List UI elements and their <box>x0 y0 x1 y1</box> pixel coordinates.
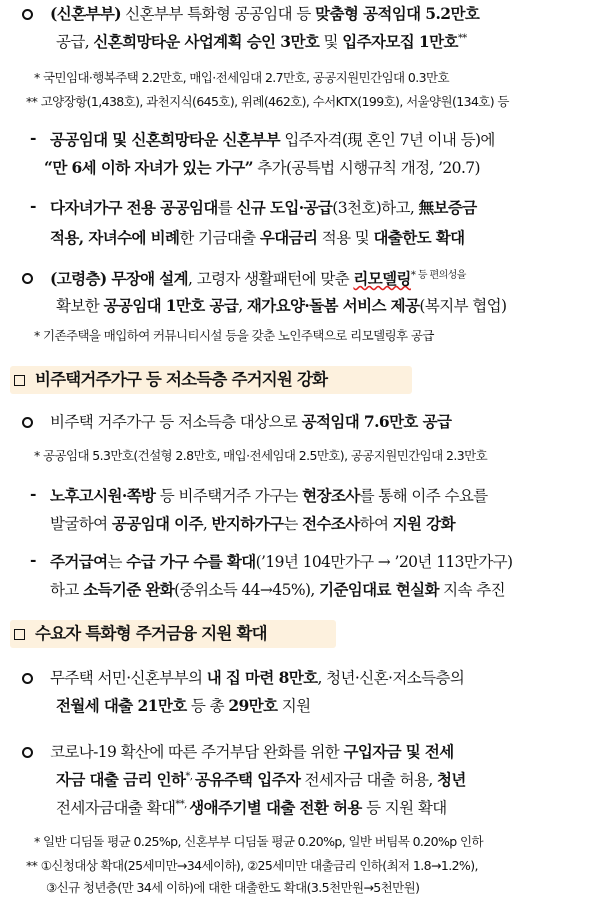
text-line: 주거급여는 수급 가구 수를 확대(’19년 104만가구 → ’20년 113만가구) <box>50 552 513 571</box>
document-page: (신혼부부) 신혼부부 특화형 공공임대 등 맞춤형 공적임대 5.2만호 공급, 신혼희망타운 사업계획 승인 3만호 및 입주자모집 1만호** * 국민임대·행복주택 2.2만호, 매입·전세임대 2.7만호, 공공지원민간임대 0.3만호 ** 고양장항(1,438호), 과천지식(645호), 위례(462호), 수서KTX(199호), 서울양원(134호) 등 - 공공임대 및 신혼희망타운 신혼부부 입주자격(現 혼인 7년 이내 등)에 “만 6세 이하 자녀가 있는 가구” 추가(공특법 시행규칙 개정, ’20.7) - 다자녀가구 전용 공공임대를 신규 도입·공급(3천호)하고, 無보증금 적용, 자녀수에 비례한 기금대출 우대금리 적용 및 대출한도 확대 (고령층) 무장애 설계, 고령자 생활패턴에 맞춘 리모델링$^{* 등 편의성을}$ 확보한 공공임대 1만호 공급, 재가요양·돌봄 서비스 제공(복지부 협업) * 기존주택을 매입하여 커뮤니티시설 등을 갖춘 노인주택으로 리모델링후 공급 비주택거주가구 등 저소득층 주거지원 강화 비주택 거주가구 등 저소득층 대상으로 공적임대 7.6만호 공급 * 공공임대 5.3만호(건설형 2.8만호, 매입·전세임대 2.5만호), 공공지원민간임대 2.3만호 - 노후고시원·쪽방 등 비주택거주 가구는 현장조사를 통해 이주 수요를 발굴하여 공공임대 이주, 반지하가구는 전수조사하여 지원 강화 - 주거급여는 수급 가구 수를 확대(’19년 104만가구 → ’20년 113만가구) 하고 소득기준 완화(중위소득 44→45%), 기준임대료 현실화 지속 추진 수요자 특화형 주거금융 지원 확대 무주택 서민·신혼부부의 내 집 마련 8만호, 청년·신혼·저소득층의 전월세 대출 21만호 등 총 29만호 지원 코로나-19 확산에 따른 주거부담 완화를 위한 구입자금 및 전세 자금 대출 금리 인하*, 공유주택 입주자 전세자금 대출 허용, 청년 전세자금대출 확대**, 생애주기별 대출 전환 허용 등 지원 확대 * 일반 디딤돌 평균 0.25%p, 신혼부부 디딤돌 평균 0.20%p, 일반 버팀목 0.20%p 인하 ** ①신청대상 확대(25세미만→34세이하), ②25세미만 대출금리 인하(최저 1.8→1.2%), ③신규 청년층(만 34세 이하)에 대한 대출한도 확대(3.5천만원→5천만원) <box>0 0 615 904</box>
text-line: 확보한 공공임대 1만호 공급, 재가요양·돌봄 서비스 제공(복지부 협업) <box>56 296 507 315</box>
text-line: 적용, 자녀수에 비례한 기금대출 우대금리 적용 및 대출한도 확대 <box>50 228 465 247</box>
footnote: * 공공임대 5.3만호(건설형 2.8만호, 매입·전세임대 2.5만호), 공공지원민간임대 2.3만호 <box>34 448 488 463</box>
section-heading: 수요자 특화형 주거금융 지원 확대 <box>10 620 336 648</box>
text-line: (고령층) 무장애 설계, 고령자 생활패턴에 맞춘 리모델링$^{* 등 편의성을}$ <box>50 269 466 289</box>
circle-bullet <box>22 6 33 24</box>
circle-bullet <box>22 744 33 762</box>
circle-bullet <box>22 414 33 432</box>
circle-bullet <box>22 670 33 688</box>
footnote: * 국민임대·행복주택 2.2만호, 매입·전세임대 2.7만호, 공공지원민간임대 0.3만호 <box>34 70 449 85</box>
text-line: “만 6세 이하 자녀가 있는 가구” 추가(공특법 시행규칙 개정, ’20.7) <box>44 158 480 177</box>
section-heading: 비주택거주가구 등 저소득층 주거지원 강화 <box>10 366 412 394</box>
text-line: 공급, 신혼희망타운 사업계획 승인 3만호 및 입주자모집 1만호** <box>56 32 467 51</box>
text-line: 자금 대출 금리 인하*, 공유주택 입주자 전세자금 대출 허용, 청년 <box>56 770 466 789</box>
text-line: 비주택 거주가구 등 저소득층 대상으로 공적임대 7.6만호 공급 <box>50 412 452 431</box>
footnote: ** ①신청대상 확대(25세미만→34세이하), ②25세미만 대출금리 인하(최저 1.8→1.2%), <box>26 858 478 873</box>
footnote: ③신규 청년층(만 34세 이하)에 대한 대출한도 확대(3.5천만원→5천만원) <box>46 880 420 895</box>
footnote: ** 고양장항(1,438호), 과천지식(645호), 위례(462호), 수서KTX(199호), 서울양원(134호) 등 <box>26 94 509 109</box>
text-line: 전세자금대출 확대**, 생애주기별 대출 전환 허용 등 지원 확대 <box>56 798 447 817</box>
text-line: 하고 소득기준 완화(중위소득 44→45%), 기준임대료 현실화 지속 추진 <box>50 580 505 599</box>
text-line: 전월세 대출 21만호 등 총 29만호 지원 <box>56 696 311 715</box>
footnote: * 기존주택을 매입하여 커뮤니티시설 등을 갖춘 노인주택으로 리모델링후 공급 <box>34 328 434 343</box>
text-line: 발굴하여 공공임대 이주, 반지하가구는 전수조사하여 지원 강화 <box>50 514 455 533</box>
text-line: 노후고시원·쪽방 등 비주택거주 가구는 현장조사를 통해 이주 수요를 <box>50 486 488 505</box>
text-line: 무주택 서민·신혼부부의 내 집 마련 8만호, 청년·신혼·저소득층의 <box>50 668 465 687</box>
text-line: (신혼부부) 신혼부부 특화형 공공임대 등 맞춤형 공적임대 5.2만호 <box>50 4 480 23</box>
circle-bullet <box>22 270 33 288</box>
square-bullet-icon <box>14 629 25 640</box>
footnote: * 일반 디딤돌 평균 0.25%p, 신혼부부 디딤돌 평균 0.20%p, 일반 버팀목 0.20%p 인하 <box>34 834 483 849</box>
text-line: 코로나-19 확산에 따른 주거부담 완화를 위한 구입자금 및 전세 <box>50 742 454 761</box>
text-line: 다자녀가구 전용 공공임대를 신규 도입·공급(3천호)하고, 無보증금 <box>50 198 477 217</box>
square-bullet-icon <box>14 375 25 386</box>
text-line: 공공임대 및 신혼희망타운 신혼부부 입주자격(現 혼인 7년 이내 등)에 <box>50 130 495 149</box>
